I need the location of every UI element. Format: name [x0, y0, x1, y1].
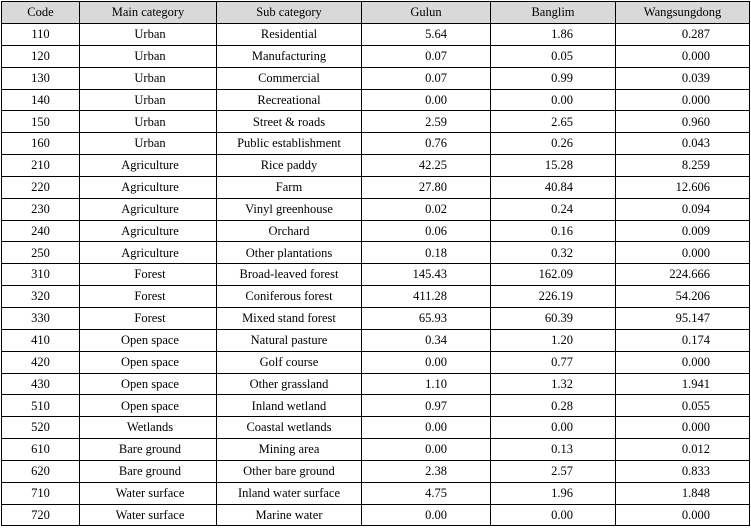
cell-code: 160 [2, 133, 80, 155]
cell-code: 230 [2, 198, 80, 220]
cell-code: 110 [2, 24, 80, 46]
cell-main-category: Water surface [80, 504, 217, 526]
cell-gulun: 0.00 [362, 439, 491, 461]
cell-code: 140 [2, 89, 80, 111]
cell-wangsungdong: 0.000 [616, 242, 750, 264]
cell-code: 720 [2, 504, 80, 526]
cell-gulun: 2.59 [362, 111, 491, 133]
cell-sub-category: Rice paddy [217, 155, 362, 177]
table-row [2, 242, 750, 264]
cell-gulun: 5.64 [362, 24, 491, 46]
cell-sub-category: Inland wetland [217, 395, 362, 417]
cell-code: 420 [2, 351, 80, 373]
cell-gulun: 0.07 [362, 45, 491, 67]
cell-main-category: Urban [80, 111, 217, 133]
cell-banglim: 2.57 [491, 460, 616, 482]
cell-main-category: Bare ground [80, 460, 217, 482]
cell-banglim: 0.28 [491, 395, 616, 417]
cell-gulun: 0.02 [362, 198, 491, 220]
cell-banglim: 0.24 [491, 198, 616, 220]
cell-wangsungdong: 1.941 [616, 373, 750, 395]
cell-sub-category: Farm [217, 176, 362, 198]
cell-code: 150 [2, 111, 80, 133]
cell-wangsungdong: 0.000 [616, 417, 750, 439]
cell-code: 220 [2, 176, 80, 198]
cell-sub-category: Inland water surface [217, 482, 362, 504]
cell-sub-category: Residential [217, 24, 362, 46]
cell-banglim: 2.65 [491, 111, 616, 133]
cell-main-category: Urban [80, 67, 217, 89]
land-cover-table-container [1, 1, 750, 526]
cell-sub-category: Street & roads [217, 111, 362, 133]
cell-main-category: Urban [80, 24, 217, 46]
cell-wangsungdong: 0.012 [616, 439, 750, 461]
cell-banglim: 0.16 [491, 220, 616, 242]
cell-banglim: 0.13 [491, 439, 616, 461]
cell-banglim: 1.86 [491, 24, 616, 46]
cell-sub-category: Public establishment [217, 133, 362, 155]
table-row [2, 89, 750, 111]
cell-main-category: Forest [80, 264, 217, 286]
cell-main-category: Agriculture [80, 242, 217, 264]
cell-main-category: Urban [80, 133, 217, 155]
cell-wangsungdong: 0.055 [616, 395, 750, 417]
cell-main-category: Urban [80, 89, 217, 111]
header-sub-category: Sub category [217, 2, 362, 24]
cell-gulun: 411.28 [362, 286, 491, 308]
cell-main-category: Agriculture [80, 176, 217, 198]
cell-code: 210 [2, 155, 80, 177]
cell-code: 320 [2, 286, 80, 308]
cell-sub-category: Manufacturing [217, 45, 362, 67]
cell-main-category: Open space [80, 329, 217, 351]
header-wangsungdong: Wangsungdong [616, 2, 750, 24]
cell-wangsungdong: 95.147 [616, 307, 750, 329]
table-body [2, 24, 750, 526]
cell-gulun: 145.43 [362, 264, 491, 286]
cell-banglim: 0.00 [491, 504, 616, 526]
cell-banglim: 1.20 [491, 329, 616, 351]
cell-wangsungdong: 0.833 [616, 460, 750, 482]
cell-wangsungdong: 54.206 [616, 286, 750, 308]
cell-sub-category: Other bare ground [217, 460, 362, 482]
cell-banglim: 1.32 [491, 373, 616, 395]
cell-wangsungdong: 1.848 [616, 482, 750, 504]
cell-banglim: 40.84 [491, 176, 616, 198]
cell-wangsungdong: 0.009 [616, 220, 750, 242]
cell-main-category: Forest [80, 286, 217, 308]
table-row [2, 373, 750, 395]
cell-wangsungdong: 0.000 [616, 89, 750, 111]
cell-gulun: 0.34 [362, 329, 491, 351]
cell-banglim: 0.00 [491, 417, 616, 439]
header-banglim: Banglim [491, 2, 616, 24]
cell-sub-category: Other plantations [217, 242, 362, 264]
table-row [2, 460, 750, 482]
cell-main-category: Forest [80, 307, 217, 329]
table-row [2, 24, 750, 46]
cell-gulun: 0.07 [362, 67, 491, 89]
cell-code: 130 [2, 67, 80, 89]
cell-sub-category: Natural pasture [217, 329, 362, 351]
cell-gulun: 27.80 [362, 176, 491, 198]
cell-sub-category: Other grassland [217, 373, 362, 395]
cell-main-category: Open space [80, 351, 217, 373]
cell-code: 620 [2, 460, 80, 482]
cell-wangsungdong: 0.960 [616, 111, 750, 133]
cell-gulun: 0.00 [362, 351, 491, 373]
cell-sub-category: Recreational [217, 89, 362, 111]
cell-gulun: 1.10 [362, 373, 491, 395]
cell-gulun: 0.06 [362, 220, 491, 242]
table-row [2, 482, 750, 504]
cell-main-category: Bare ground [80, 439, 217, 461]
cell-wangsungdong: 0.039 [616, 67, 750, 89]
cell-gulun: 0.00 [362, 89, 491, 111]
table-row [2, 307, 750, 329]
table-row [2, 439, 750, 461]
cell-code: 330 [2, 307, 80, 329]
cell-sub-category: Mixed stand forest [217, 307, 362, 329]
cell-code: 710 [2, 482, 80, 504]
cell-code: 610 [2, 439, 80, 461]
cell-sub-category: Vinyl greenhouse [217, 198, 362, 220]
header-main-category: Main category [80, 2, 217, 24]
cell-code: 240 [2, 220, 80, 242]
cell-code: 120 [2, 45, 80, 67]
cell-gulun: 0.18 [362, 242, 491, 264]
cell-banglim: 226.19 [491, 286, 616, 308]
table-row [2, 67, 750, 89]
table-row [2, 176, 750, 198]
cell-gulun: 4.75 [362, 482, 491, 504]
cell-main-category: Water surface [80, 482, 217, 504]
table-row [2, 220, 750, 242]
cell-code: 250 [2, 242, 80, 264]
cell-sub-category: Commercial [217, 67, 362, 89]
cell-banglim: 162.09 [491, 264, 616, 286]
cell-main-category: Agriculture [80, 155, 217, 177]
cell-banglim: 0.05 [491, 45, 616, 67]
table-row [2, 504, 750, 526]
cell-wangsungdong: 0.043 [616, 133, 750, 155]
cell-sub-category: Marine water [217, 504, 362, 526]
cell-wangsungdong: 0.287 [616, 24, 750, 46]
cell-wangsungdong: 12.606 [616, 176, 750, 198]
cell-main-category: Urban [80, 45, 217, 67]
cell-wangsungdong: 0.174 [616, 329, 750, 351]
table-row [2, 417, 750, 439]
cell-gulun: 42.25 [362, 155, 491, 177]
cell-wangsungdong: 8.259 [616, 155, 750, 177]
cell-banglim: 0.32 [491, 242, 616, 264]
cell-wangsungdong: 0.094 [616, 198, 750, 220]
cell-banglim: 60.39 [491, 307, 616, 329]
cell-wangsungdong: 224.666 [616, 264, 750, 286]
cell-banglim: 1.96 [491, 482, 616, 504]
cell-gulun: 2.38 [362, 460, 491, 482]
land-cover-area-table [1, 1, 750, 526]
table-row [2, 111, 750, 133]
table-row [2, 351, 750, 373]
table-row [2, 45, 750, 67]
cell-sub-category: Golf course [217, 351, 362, 373]
cell-sub-category: Mining area [217, 439, 362, 461]
cell-code: 510 [2, 395, 80, 417]
header-gulun: Gulun [362, 2, 491, 24]
cell-gulun: 0.76 [362, 133, 491, 155]
table-row [2, 286, 750, 308]
table-row [2, 395, 750, 417]
cell-code: 410 [2, 329, 80, 351]
table-row [2, 198, 750, 220]
cell-wangsungdong: 0.000 [616, 351, 750, 373]
cell-gulun: 0.00 [362, 417, 491, 439]
cell-wangsungdong: 0.000 [616, 504, 750, 526]
cell-main-category: Agriculture [80, 198, 217, 220]
cell-sub-category: Coastal wetlands [217, 417, 362, 439]
header-code: Code [2, 2, 80, 24]
cell-main-category: Open space [80, 395, 217, 417]
cell-banglim: 0.77 [491, 351, 616, 373]
cell-wangsungdong: 0.000 [616, 45, 750, 67]
header-row [2, 2, 750, 24]
cell-gulun: 0.00 [362, 504, 491, 526]
cell-code: 310 [2, 264, 80, 286]
cell-gulun: 65.93 [362, 307, 491, 329]
cell-sub-category: Orchard [217, 220, 362, 242]
cell-main-category: Open space [80, 373, 217, 395]
cell-banglim: 0.99 [491, 67, 616, 89]
table-row [2, 133, 750, 155]
table-row [2, 155, 750, 177]
cell-code: 430 [2, 373, 80, 395]
table-row [2, 329, 750, 351]
cell-sub-category: Coniferous forest [217, 286, 362, 308]
cell-sub-category: Broad-leaved forest [217, 264, 362, 286]
cell-gulun: 0.97 [362, 395, 491, 417]
cell-main-category: Agriculture [80, 220, 217, 242]
cell-code: 520 [2, 417, 80, 439]
cell-main-category: Wetlands [80, 417, 217, 439]
cell-banglim: 15.28 [491, 155, 616, 177]
table-row [2, 264, 750, 286]
cell-banglim: 0.26 [491, 133, 616, 155]
table-header [2, 2, 750, 24]
cell-banglim: 0.00 [491, 89, 616, 111]
